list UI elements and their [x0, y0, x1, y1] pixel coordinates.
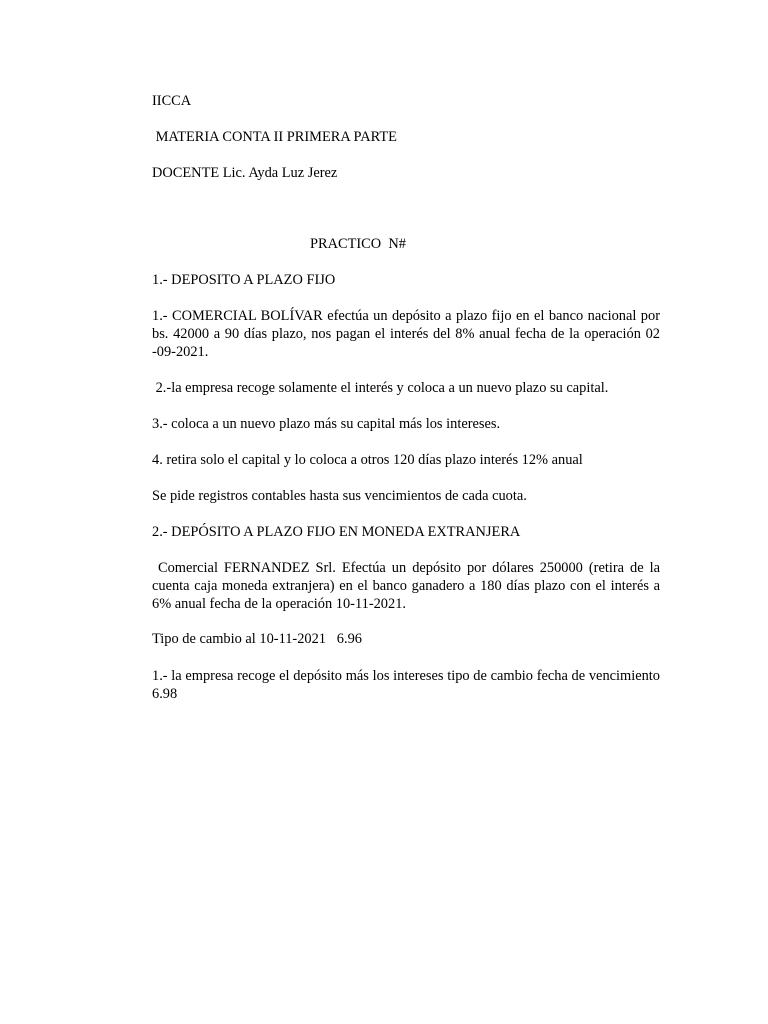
practice-title: PRACTICO N#	[310, 236, 406, 252]
section2-paragraph: Comercial FERNANDEZ Srl. Efectúa un depósito por dólares 250000 (retira de la cuenta caja moneda extranjera) en el banco ganadero a 180 días plazo con el interés a 6% anual fecha de la operación 10-11-2021.	[152, 560, 664, 612]
section1-item-3: 3.- coloca a un nuevo plazo más su capital más los intereses.	[152, 416, 501, 432]
teacher-line: DOCENTE Lic. Ayda Luz Jerez	[152, 165, 338, 181]
exchange-rate-line: Tipo de cambio al 10-11-2021 6.96	[152, 631, 362, 647]
section1-item-2: 2.-la empresa recoge solamente el interés y coloca a un nuevo plazo su capital.	[152, 380, 609, 396]
section1-item-4: 4. retira solo el capital y lo coloca a otros 120 días plazo interés 12% anual	[152, 452, 583, 468]
section1-note: Se pide registros contables hasta sus vencimientos de cada cuota.	[152, 488, 527, 504]
institution-line: IICCA	[152, 93, 192, 109]
subject-line: MATERIA CONTA II PRIMERA PARTE	[152, 129, 397, 145]
section2-heading: 2.- DEPÓSITO A PLAZO FIJO EN MONEDA EXTRANJERA	[152, 524, 521, 540]
section1-paragraph: 1.- COMERCIAL BOLÍVAR efectúa un depósito a plazo fijo en el banco nacional por bs. 42000 a 90 días plazo, nos pagan el interés del 8% anual fecha de la operación 02 -09-2021.	[152, 308, 664, 360]
section1-heading: 1.- DEPOSITO A PLAZO FIJO	[152, 272, 336, 288]
section2-item-1: 1.- la empresa recoge el depósito más los intereses tipo de cambio fecha de vencimiento 6.98	[152, 668, 664, 702]
